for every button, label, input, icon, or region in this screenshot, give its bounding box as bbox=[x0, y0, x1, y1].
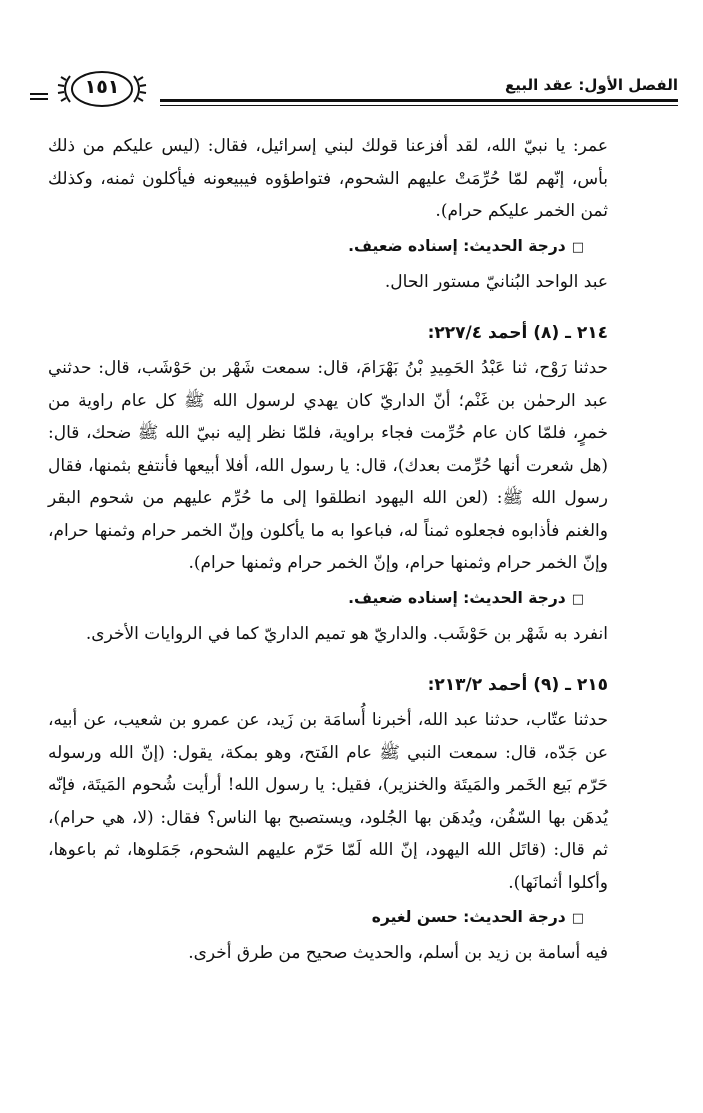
hadith-grade bbox=[48, 230, 584, 264]
page-body bbox=[48, 130, 608, 970]
grade-note: فيه أسامة بن زيد بن أسلم، والحديث صحيح من طرق أخرى. bbox=[188, 943, 608, 963]
grade-note: انفرد به شَهْر بن حَوْشَب. والداريّ هو تميم الداريّ كما في الروايات الأخرى. bbox=[85, 623, 608, 644]
hadith-grade bbox=[48, 582, 584, 616]
page-number-ornament bbox=[52, 68, 152, 110]
grade-label: درجة الحديث: إسناده ضعيف. bbox=[348, 236, 566, 255]
hadith-grade bbox=[48, 901, 584, 935]
hadith-text-214: حدثنا رَوْح، ثنا عَبْدُ الحَمِيدِ بْنُ بَهْرَامَ، قال: سمعت شَهْر بن حَوْشَب، قال: حدثني عبد الرحمٰن بن غَنْم؛ أنّ الداريّ كان يهدي لرسول الله ﷺ كل عام راوية من خمرٍ، فلمّا كان عام حُرِّمت فجاء براوية، فلمّا نظر إليه نبيّ الله ﷺ ضحك، قال: (هل شعرت أنها حُرِّمت بعدك)، قال: يا رسول الله، أفلا أبيعها فأنتفع بثمنها، فقال رسول الله ﷺ: (لعن الله اليهود انطلقوا إلى ما حُرِّم عليهم من شحوم البقر والغنم فأذابوه فجعلوه ثمناً له، فباعوا به ما يأكلون وإنّ الخمر حرام وثمنها حرام، وإنّ الخمر حرام وثمنها حرام، وإنّ الخمر حرام وثمنها حرام). bbox=[48, 358, 608, 573]
header-rule bbox=[160, 99, 678, 106]
square-bullet-icon: □ bbox=[571, 591, 584, 607]
page-number: ١٥١ bbox=[84, 76, 120, 98]
grade-label: درجة الحديث: حسن لغيره bbox=[371, 908, 566, 926]
header-rule-short bbox=[30, 93, 48, 100]
chapter-title: الفصل الأول: عقد البيع bbox=[504, 76, 678, 94]
hadith-heading-214: ٢١٤ ـ (٨) أحمد ٢٢٧/٤: bbox=[427, 323, 608, 343]
square-bullet-icon: □ bbox=[571, 239, 584, 255]
square-bullet-icon: □ bbox=[571, 911, 584, 926]
hadith-heading-215: ٢١٥ ـ (٩) أحمد ٢١٣/٢: bbox=[427, 675, 608, 695]
intro-paragraph: عمر: يا نبيّ الله، لقد أفزعنا قولك لبني إسرائيل، فقال: (ليس عليكم من ذلك بأس، إنّهم لمّا حُرِّمَتْ عليهم الشحوم، فتواطؤوه فيبيعونه فيأكلون ثمنه، وكذلك ثمن الخمر عليكم حرام). bbox=[48, 136, 608, 221]
grade-note: عبد الواحد البُنانيّ مستور الحال. bbox=[384, 271, 608, 292]
grade-label: درجة الحديث: إسناده ضعيف. bbox=[348, 588, 566, 607]
hadith-text-215: حدثنا عتّاب، حدثنا عبد الله، أخبرنا أُسامَة بن زَيد، عن عمرو بن شعيب، عن أبيه، عن جَدّه، قال: سمعت النبي ﷺ عام الفَتح، وهو بمكة، يقول: (إنّ الله ورسوله حَرّم بَيع الخَمر والمَيتَة والخنزير)، فقيل: يا رسول الله! أرأيت شُحوم المَيتَة، فإنّه يُدهَن بها السّفُن، ويُدهَن بها الجُلود، ويستصبح بها الناس؟ فقال: (لا، هي حرام)، ثم قال: (قاتَل الله اليهود، إنّ الله لَمّا حَرّم عليهم الشحوم، جَمَلوها، ثم باعوها، وأكلوا أثمانَها). bbox=[48, 710, 608, 893]
page-header bbox=[30, 68, 678, 112]
